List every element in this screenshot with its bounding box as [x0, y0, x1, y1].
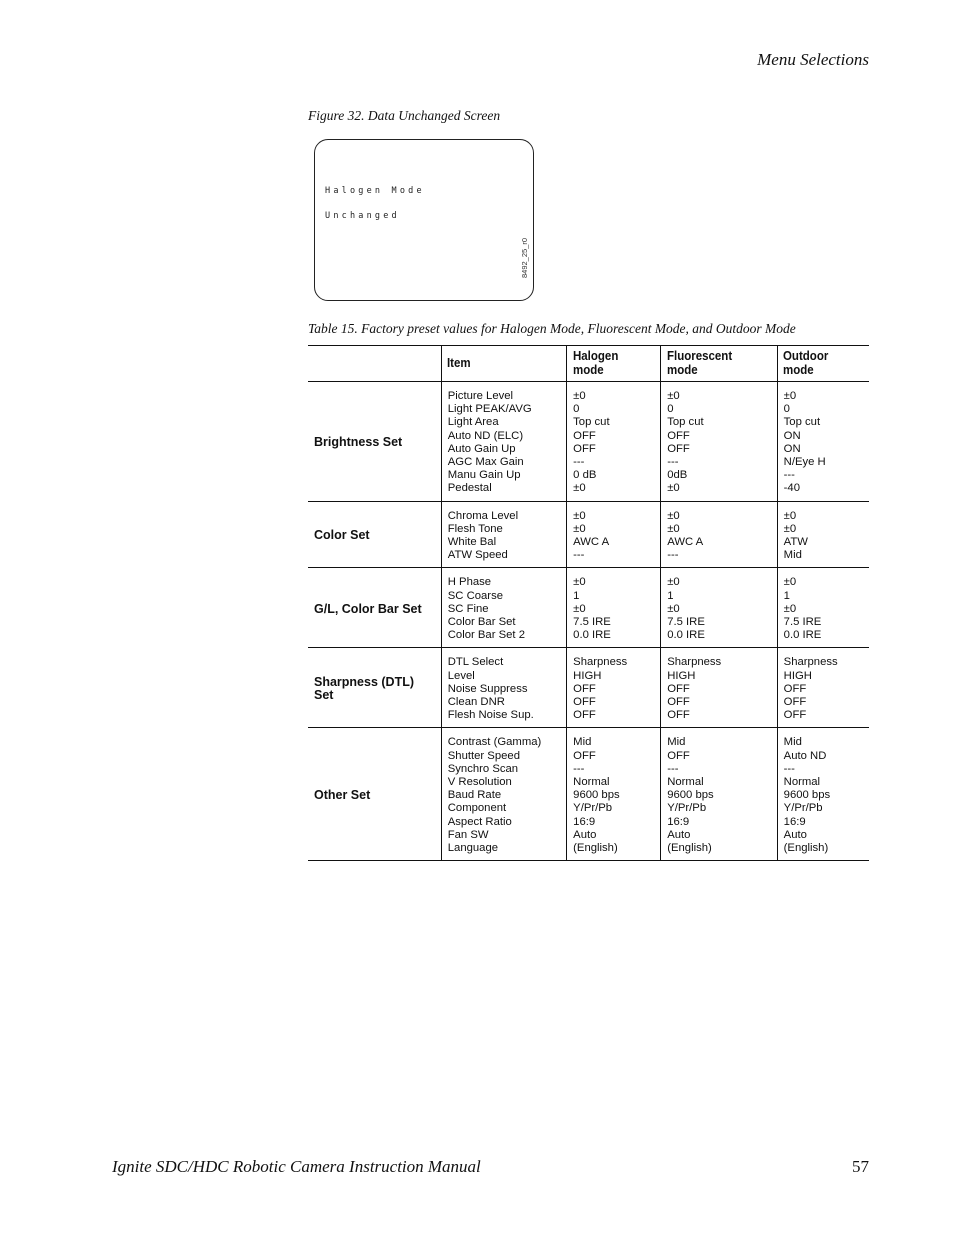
header-halogen: Halogen mode	[567, 346, 654, 382]
halogen-value: OFF	[573, 709, 596, 722]
table-row	[308, 728, 869, 861]
fluorescent-value: 1	[667, 589, 674, 602]
fluorescent-value: 9600 bps	[667, 789, 714, 802]
halogen-value: Normal	[573, 776, 610, 789]
table-row	[308, 648, 869, 728]
fluorescent-cell	[661, 568, 777, 648]
item-value: Clean DNR	[447, 696, 505, 709]
table-header-row	[308, 346, 869, 382]
item-value: Component	[447, 802, 507, 815]
item-value: Baud Rate	[447, 789, 502, 802]
fluorescent-value: (English)	[667, 842, 712, 855]
item-cell	[441, 501, 566, 568]
outdoor-value: OFF	[783, 682, 807, 695]
section-title: Menu Selections	[757, 50, 869, 69]
item-value: Auto ND (ELC)	[447, 429, 524, 442]
halogen-value: OFF	[573, 442, 596, 455]
fluorescent-value: ±0	[667, 576, 680, 589]
halogen-value: ±0	[573, 522, 586, 535]
item-value: Chroma Level	[447, 509, 519, 522]
halogen-value: 9600 bps	[573, 789, 620, 802]
halogen-value: ---	[573, 762, 585, 775]
item-value: Color Bar Set	[447, 616, 516, 629]
outdoor-value: ±0	[783, 602, 797, 615]
item-cell	[441, 568, 566, 648]
outdoor-value: ±0	[783, 576, 797, 589]
page-number: 57	[852, 1157, 869, 1176]
halogen-value: 1	[573, 589, 580, 602]
item-value: Auto Gain Up	[447, 442, 516, 455]
item-value: Light Area	[447, 416, 499, 429]
halogen-value: Auto	[573, 828, 597, 841]
group-name: Color Set	[308, 501, 441, 568]
item-value: Aspect Ratio	[447, 815, 512, 828]
figure-caption: Figure 32. Data Unchanged Screen	[308, 108, 501, 123]
group-name: G/L, Color Bar Set	[308, 568, 441, 648]
halogen-value: ---	[573, 456, 585, 469]
fluorescent-value: ±0	[667, 602, 680, 615]
item-value: H Phase	[447, 576, 492, 589]
group-name: Sharpness (DTL) Set	[308, 648, 441, 728]
fluorescent-value: 0.0 IRE	[667, 629, 705, 642]
outdoor-value: -40	[783, 482, 800, 495]
outdoor-value: ATW	[783, 536, 808, 549]
fluorescent-value: Mid	[667, 736, 686, 749]
outdoor-cell	[777, 728, 869, 861]
halogen-value: OFF	[573, 749, 596, 762]
halogen-value: 7.5 IRE	[573, 616, 611, 629]
item-cell	[441, 648, 566, 728]
halogen-cell	[567, 648, 661, 728]
fluorescent-value: OFF	[667, 696, 690, 709]
item-value: ATW Speed	[447, 549, 508, 562]
outdoor-value: 1	[783, 589, 790, 602]
item-value: Light PEAK/AVG	[447, 403, 532, 416]
outdoor-value: ---	[783, 762, 795, 775]
fluorescent-value: ---	[667, 549, 679, 562]
figure-id: 8492_25_r0	[520, 237, 529, 278]
halogen-value: Sharpness	[573, 656, 628, 669]
halogen-value: HIGH	[573, 669, 602, 682]
header-group	[308, 346, 431, 382]
group-name: Other Set	[308, 728, 441, 861]
fluorescent-value: Auto	[667, 828, 691, 841]
table-caption: Table 15. Factory preset values for Halogen Mode, Fluorescent Mode, and Outdoor Mode	[308, 321, 796, 336]
halogen-value: ±0	[573, 509, 586, 522]
halogen-value: 0	[573, 403, 580, 416]
table-row	[308, 382, 869, 502]
fluorescent-value: Y/Pr/Pb	[667, 802, 707, 815]
fluorescent-cell	[661, 728, 777, 861]
header-outdoor: Outdoor mode	[777, 346, 861, 382]
screen-line-mode: Halogen Mode	[325, 186, 425, 196]
fluorescent-value: OFF	[667, 429, 690, 442]
outdoor-cell	[777, 382, 869, 502]
item-value: Language	[447, 842, 499, 855]
outdoor-cell	[777, 648, 869, 728]
fluorescent-cell	[661, 382, 777, 502]
item-value: Flesh Tone	[447, 522, 503, 535]
item-value: Level	[447, 669, 475, 682]
item-value: Shutter Speed	[447, 749, 520, 762]
outdoor-value: Auto ND	[783, 749, 827, 762]
outdoor-value: Sharpness	[783, 656, 838, 669]
halogen-value: 0.0 IRE	[573, 629, 611, 642]
halogen-value: 16:9	[573, 815, 596, 828]
outdoor-value: Normal	[783, 776, 821, 789]
fluorescent-value: Normal	[667, 776, 704, 789]
item-value: Synchro Scan	[447, 762, 519, 775]
outdoor-value: N/Eye H	[783, 456, 826, 469]
outdoor-value: HIGH	[783, 669, 812, 682]
table-row	[308, 501, 869, 568]
halogen-value: AWC A	[573, 536, 610, 549]
fluorescent-value: OFF	[667, 709, 690, 722]
outdoor-value: Mid	[783, 736, 802, 749]
fluorescent-value: 16:9	[667, 815, 690, 828]
halogen-cell	[567, 568, 661, 648]
item-value: Flesh Noise Sup.	[447, 709, 534, 722]
monitor-screen	[314, 139, 534, 301]
fluorescent-value: OFF	[667, 442, 690, 455]
outdoor-value: ±0	[783, 390, 797, 402]
screen-line-status: Unchanged	[325, 211, 400, 221]
outdoor-value: ±0	[783, 522, 797, 535]
item-value: Color Bar Set 2	[447, 629, 525, 642]
halogen-value: OFF	[573, 429, 596, 442]
fluorescent-value: ±0	[667, 509, 680, 522]
outdoor-value: (English)	[783, 842, 829, 855]
halogen-value: OFF	[573, 682, 596, 695]
halogen-cell	[567, 728, 661, 861]
fluorescent-value: 7.5 IRE	[667, 616, 705, 629]
fluorescent-value: AWC A	[667, 536, 704, 549]
halogen-value: 0 dB	[573, 469, 597, 482]
fluorescent-value: ---	[667, 456, 679, 469]
fluorescent-value: ±0	[667, 390, 680, 402]
fluorescent-value: 0dB	[667, 469, 688, 482]
fluorescent-value: ±0	[667, 522, 680, 535]
outdoor-value: ON	[783, 429, 801, 442]
manual-title: Ignite SDC/HDC Robotic Camera Instruction Manual	[112, 1157, 481, 1176]
item-value: DTL Select	[447, 656, 504, 669]
halogen-cell	[567, 382, 661, 502]
outdoor-value: Mid	[783, 549, 802, 562]
halogen-value: ±0	[573, 576, 586, 589]
outdoor-value: 16:9	[783, 815, 806, 828]
fluorescent-value: ---	[667, 762, 679, 775]
outdoor-value: ON	[783, 442, 801, 455]
halogen-value: ---	[573, 549, 585, 562]
item-value: Contrast (Gamma)	[447, 736, 542, 749]
outdoor-value: Top cut	[783, 416, 821, 429]
fluorescent-value: 0	[667, 403, 674, 416]
outdoor-value: 0	[783, 403, 790, 416]
outdoor-value: 0.0 IRE	[783, 629, 822, 642]
halogen-value: Mid	[573, 736, 592, 749]
item-value: Fan SW	[447, 828, 489, 841]
fluorescent-value: ±0	[667, 482, 680, 495]
outdoor-cell	[777, 568, 869, 648]
item-value: Pedestal	[447, 482, 492, 495]
halogen-value: ±0	[573, 482, 586, 495]
halogen-value: Top cut	[573, 416, 610, 429]
item-cell	[441, 382, 566, 502]
outdoor-cell	[777, 501, 869, 568]
fluorescent-cell	[661, 648, 777, 728]
outdoor-value: 9600 bps	[783, 789, 831, 802]
header-fluorescent: Fluorescent mode	[661, 346, 768, 382]
halogen-value: Y/Pr/Pb	[573, 802, 613, 815]
item-value: SC Coarse	[447, 589, 503, 602]
item-value: Manu Gain Up	[447, 469, 521, 482]
fluorescent-value: OFF	[667, 749, 690, 762]
item-value: V Resolution	[447, 776, 512, 789]
halogen-cell	[567, 501, 661, 568]
outdoor-value: 7.5 IRE	[783, 616, 822, 629]
header-item: Item	[441, 346, 556, 382]
halogen-value: ±0	[573, 602, 586, 615]
outdoor-value: OFF	[783, 709, 807, 722]
item-value: White Bal	[447, 536, 497, 549]
fluorescent-value: Sharpness	[667, 656, 722, 669]
group-name: Brightness Set	[308, 382, 441, 502]
outdoor-value: Auto	[783, 828, 807, 841]
item-value: AGC Max Gain	[447, 456, 524, 469]
outdoor-value: Y/Pr/Pb	[783, 802, 823, 815]
item-value: SC Fine	[447, 602, 489, 615]
table-row	[308, 568, 869, 648]
preset-table	[308, 345, 869, 861]
halogen-value: (English)	[573, 842, 618, 855]
outdoor-value: OFF	[783, 696, 807, 709]
outdoor-value: ---	[783, 469, 795, 482]
item-cell	[441, 728, 566, 861]
halogen-value: OFF	[573, 696, 596, 709]
fluorescent-value: OFF	[667, 682, 690, 695]
outdoor-value: ±0	[783, 509, 797, 522]
fluorescent-value: HIGH	[667, 669, 696, 682]
item-value: Picture Level	[447, 390, 514, 402]
item-value: Noise Suppress	[447, 682, 528, 695]
halogen-value: ±0	[573, 390, 586, 402]
fluorescent-cell	[661, 501, 777, 568]
fluorescent-value: Top cut	[667, 416, 704, 429]
